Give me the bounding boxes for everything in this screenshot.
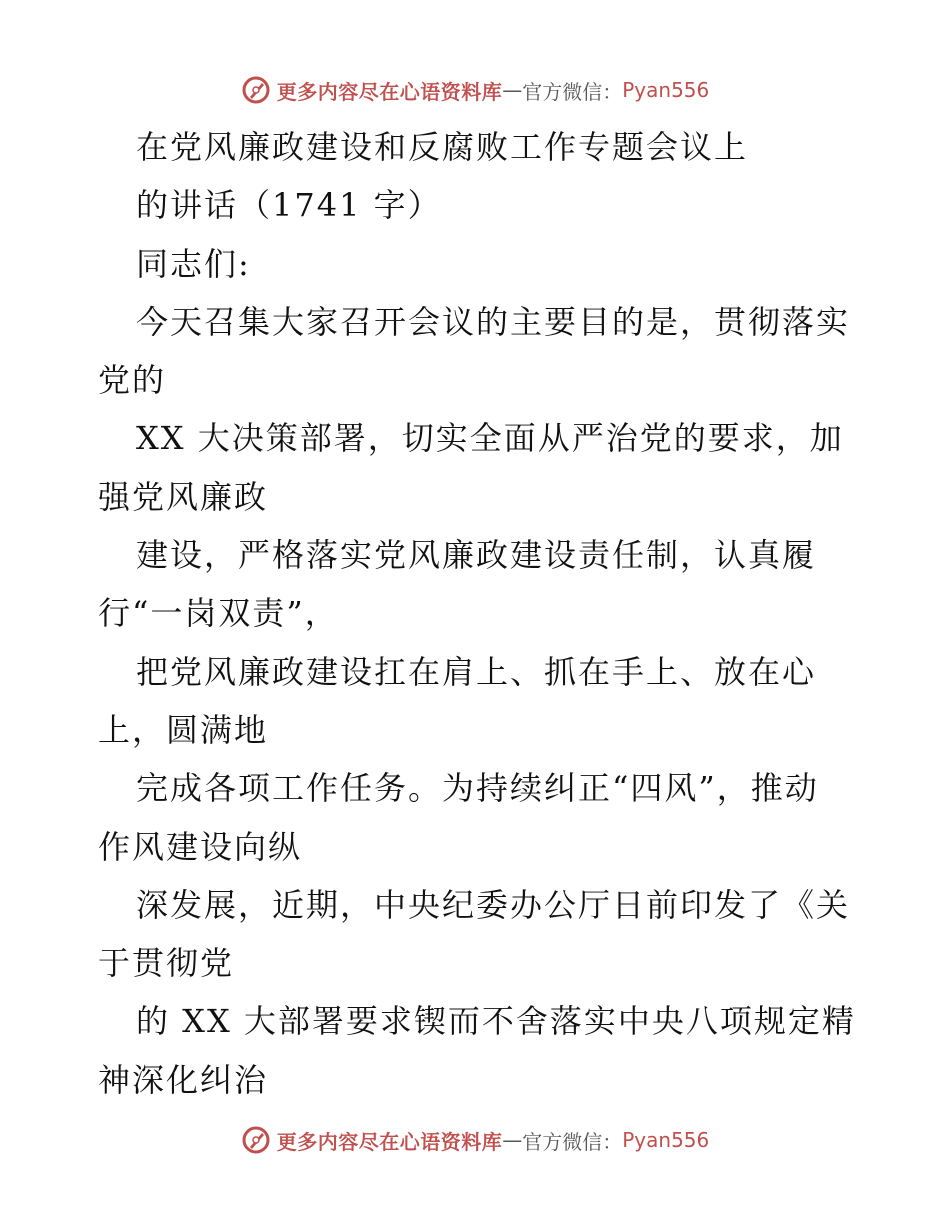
doc-line: 把党风廉政建设扛在肩上、抓在手上、放在心 — [136, 652, 817, 691]
doc-line: 强党风廉政 — [98, 477, 269, 516]
doc-line: 今天召集大家召开会议的主要目的是，贯彻落实 — [136, 302, 851, 341]
watermark-site-text: 更多内容尽在心语资料库 — [276, 79, 503, 104]
doc-line: XX 大决策部署，切实全面从严治党的要求，加 — [136, 419, 844, 458]
quill-in-circle-icon — [241, 1125, 271, 1155]
doc-line: 建设，严格落实党风廉政建设责任制，认真履 — [136, 536, 817, 575]
doc-line: 在党风廉政建设和反腐败工作专题会议上 — [136, 128, 749, 166]
watermark-wechat-id: Pyan556 — [622, 1128, 710, 1152]
document-body — [98, 118, 898, 1109]
quill-in-circle-icon — [241, 75, 271, 105]
doc-line: 于贯彻党 — [98, 944, 235, 983]
doc-line: 的 XX 大部署要求锲而不舍落实中央八项规定精 — [136, 1002, 856, 1041]
footer-watermark — [0, 1120, 950, 1160]
watermark-site-text: 更多内容尽在心语资料库 — [276, 1129, 503, 1154]
doc-line: 深发展，近期，中央纪委办公厅日前印发了《关 — [136, 885, 851, 924]
header-watermark — [0, 70, 950, 110]
doc-line: 同志们: — [136, 244, 251, 283]
doc-line: 上，圆满地 — [98, 710, 269, 749]
doc-line: 完成各项工作任务。为持续纠正“四风”，推动 — [136, 769, 819, 808]
doc-line: 行“一岗双责”， — [98, 594, 339, 633]
doc-line: 的讲话（1741 字） — [136, 186, 442, 225]
doc-line: 神深化纠治 — [98, 1060, 269, 1099]
watermark-official-label: 官方微信： — [522, 79, 623, 104]
watermark-official-label: 官方微信： — [522, 1129, 623, 1154]
watermark-dash: — — [502, 78, 523, 102]
doc-line: 作风建设向纵 — [98, 827, 303, 866]
watermark-dash: — — [502, 1128, 523, 1152]
doc-line: 党的 — [98, 361, 167, 400]
watermark-wechat-id: Pyan556 — [622, 78, 710, 102]
